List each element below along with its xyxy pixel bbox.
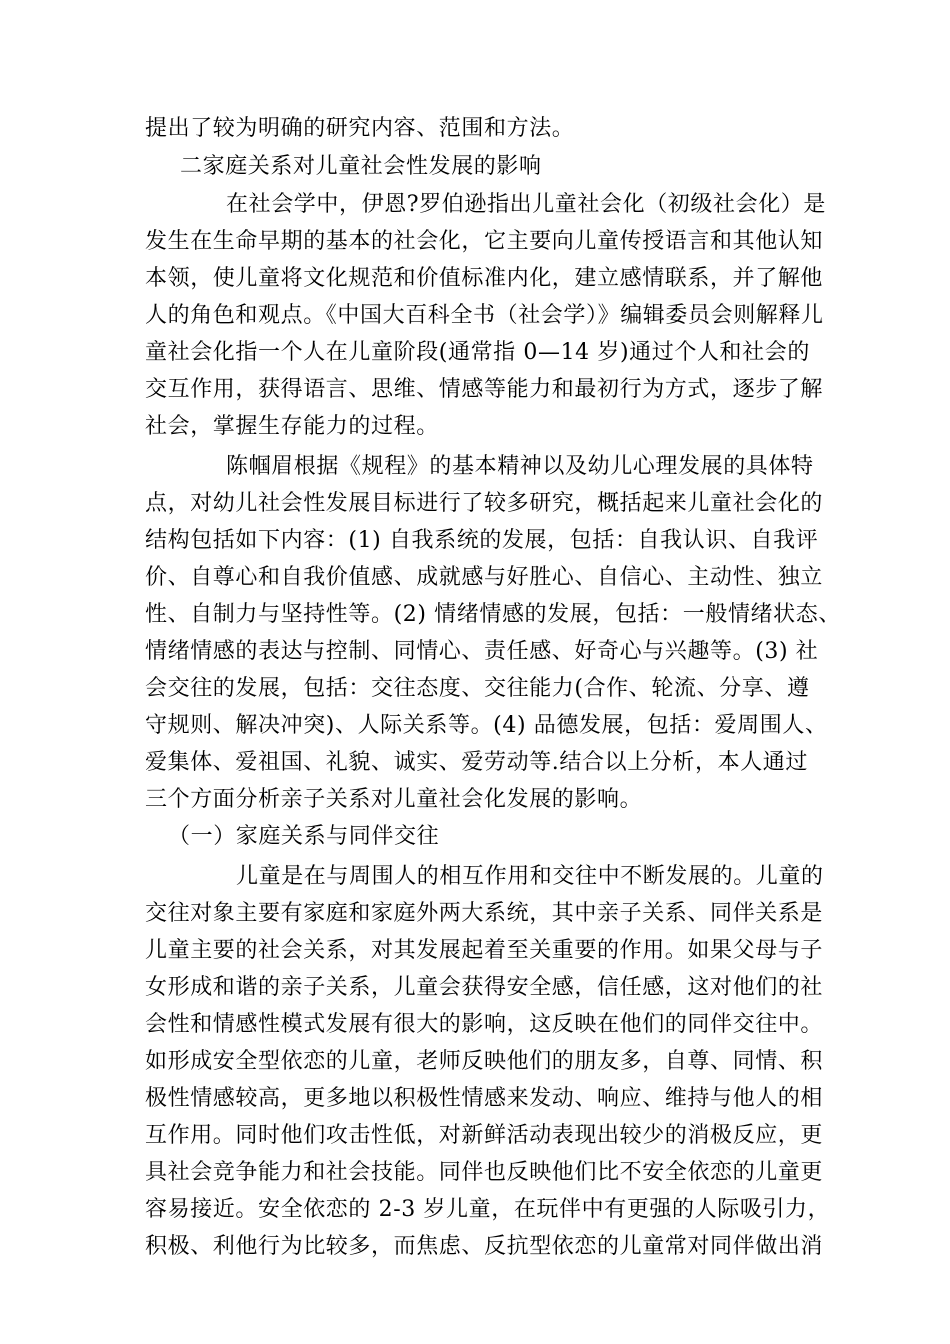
text-line: 交互作用，获得语言、思维、情感等能力和最初行为方式，逐步了解 (145, 377, 824, 402)
text-line: 交往对象主要有家庭和家庭外两大系统，其中亲子关系、同伴关系是 (145, 901, 824, 926)
text-line: 本领，使儿童将文化规范和价值标准内化，建立感情联系，并了解他 (145, 266, 824, 291)
text-line: 女形成和谐的亲子关系，儿童会获得安全感，信任感，这对他们的社 (145, 975, 824, 1000)
text-line: 会性和情感性模式发展有很大的影响，这反映在他们的同伴交往中。 (145, 1012, 824, 1037)
text-line: 童社会化指一个人在儿童阶段(通常指 0—14 岁)通过个人和社会的 (145, 340, 810, 365)
text-line: 爱集体、爱祖国、礼貌、诚实、爱劳动等.结合以上分析，本人通过 (145, 750, 808, 775)
text-line: 容易接近。安全依恋的 2-3 岁儿童，在玩伴中有更强的人际吸引力， (145, 1197, 831, 1222)
text-line: 守规则、解决冲突)、人际关系等。(4) 品德发展，包括：爱周围人、 (145, 713, 828, 738)
text-line: 情绪情感的表达与控制、同情心、责任感、好奇心与兴趣等。(3) 社 (145, 639, 819, 664)
section-heading: 二家庭关系对儿童社会性发展的影响 (180, 154, 542, 179)
text-line: 性、自制力与坚持性等。(2) 情绪情感的发展，包括：一般情绪状态、 (145, 602, 841, 627)
text-line: 点，对幼儿社会性发展目标进行了较多研究，概括起来儿童社会化的 (145, 491, 824, 516)
text-line: 结构包括如下内容：(1) 自我系统的发展，包括：自我认识、自我评 (145, 528, 819, 553)
text-line: 积极、利他行为比较多，而焦虑、反抗型依恋的儿童常对同伴做出消 (145, 1234, 824, 1259)
paragraph-start-line: 在社会学中，伊恩?罗伯逊指出儿童社会化（初级社会化）是 (226, 192, 826, 217)
text-line: 具社会竞争能力和社会技能。同伴也反映他们比不安全依恋的儿童更 (145, 1160, 824, 1185)
paragraph-start-line: 陈帼眉根据《规程》的基本精神以及幼儿心理发展的具体特 (226, 454, 814, 479)
text-line: 儿童主要的社会关系，对其发展起着至关重要的作用。如果父母与子 (145, 938, 824, 963)
text-line: 社会，掌握生存能力的过程。 (145, 414, 439, 439)
paragraph-start-line: 儿童是在与周围人的相互作用和交往中不断发展的。儿童的 (236, 864, 824, 889)
text-line: 人的角色和观点。《中国大百科全书（社会学）》编辑委员会则解释儿 (145, 303, 824, 328)
text-line: 价、自尊心和自我价值感、成就感与好胜心、自信心、主动性、独立 (145, 565, 824, 590)
text-line: 发生在生命早期的基本的社会化，它主要向儿童传授语言和其他认知 (145, 229, 824, 254)
text-line: 如形成安全型依恋的儿童，老师反映他们的朋友多，自尊、同情、积 (145, 1049, 824, 1074)
subsection-heading: （一）家庭关系与同伴交往 (168, 824, 440, 849)
text-line: 极性情感较高，更多地以积极性情感来发动、响应、维持与他人的相 (145, 1086, 824, 1111)
text-line: 三个方面分析亲子关系对儿童社会化发展的影响。 (145, 787, 643, 812)
text-line: 提出了较为明确的研究内容、范围和方法。 (145, 116, 575, 141)
text-line: 互作用。同时他们攻击性低，对新鲜活动表现出较少的消极反应，更 (145, 1123, 824, 1148)
text-line: 会交往的发展，包括：交往态度、交往能力(合作、轮流、分享、遵 (145, 676, 810, 701)
